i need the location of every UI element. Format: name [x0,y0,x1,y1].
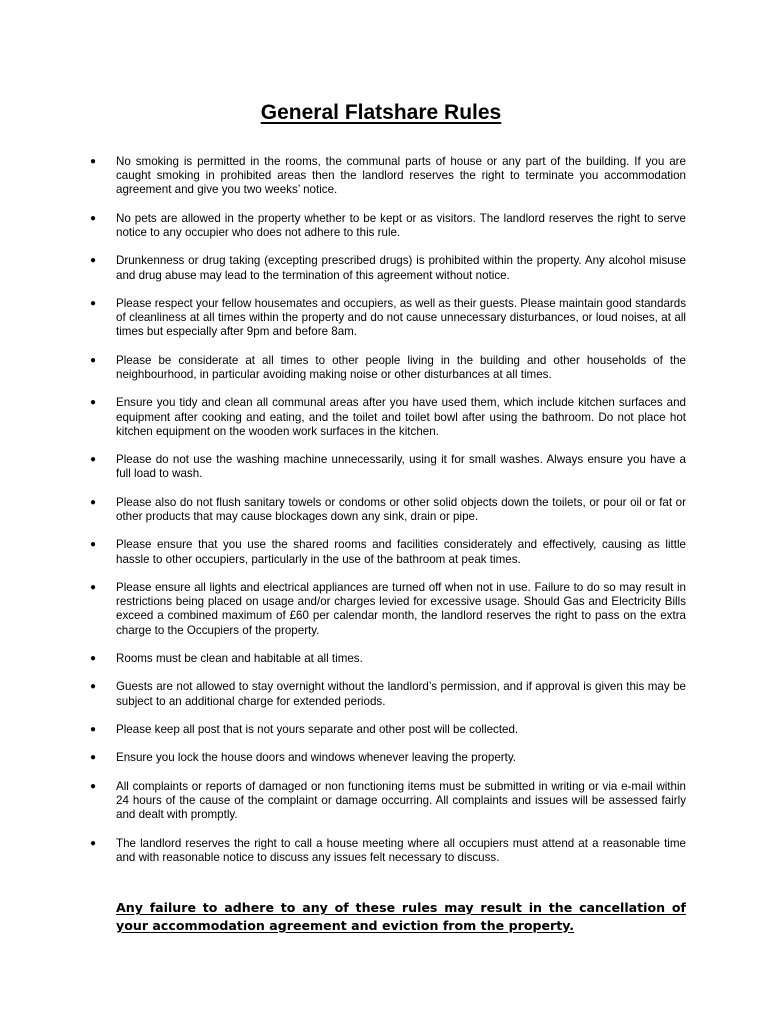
rule-text: Please keep all post that is not yours separate and other post will be collected. [116,722,519,736]
bullet-icon: ● [90,354,97,366]
rule-item [90,538,686,566]
rule-item [90,496,686,524]
rule-text: No smoking is permitted in the rooms, the communal parts of house or any part of the building. If you are caught smoking in prohibited areas then the landlord reserves the right to terminate you accommodation agreement and give you two weeks’ notice. [116,155,686,197]
rules-list [90,155,686,879]
rule-text: Drunkenness or drug taking (excepting prescribed drugs) is prohibited within the property. Any alcohol misuse and drug abuse may lead to the termination of this agreement without notice. [116,254,686,282]
page-title [0,98,768,128]
bullet-icon: ● [90,723,97,735]
rule-item [90,652,686,666]
rule-item [90,297,686,340]
rule-text: Guests are not allowed to stay overnight without the landlord’s permission, and if approval is given this may be subject to an additional charge for extended periods. [116,680,686,708]
bullet-icon: ● [90,156,97,167]
rule-item [90,780,686,823]
rule-text: All complaints or reports of damaged or non functioning items must be submitted in writing or via e-mail within 24 hours of the cause of the complaint or damage occurring. All complaints and issues will be assessed fairly and dealt with promptly. [116,779,686,822]
rule-text: Ensure you lock the house doors and windows whenever leaving the property. [116,751,517,765]
bullet-icon: ● [90,581,97,593]
rule-item [90,751,686,765]
bullet-icon: ● [90,212,97,224]
bullet-icon: ● [90,255,97,267]
rule-item [90,680,686,708]
page-title-text: General Flatshare Rules [260,101,502,124]
rule-text: Please ensure all lights and electrical appliances are turned off when not in use. Failure to do so may result in restrictions being placed on usage and/or charges levied for excessive usage. Should Gas and Electricity Bills exceed a combined maximum of £60 per calendar month, the landlord reserves the right to pass on the extra charge to the Occupiers of the property. [116,580,686,637]
rule-text: No pets are allowed in the property whether to be kept or as visitors. The landlord reserves the right to serve notice to any occupier who does not adhere to this rule. [116,211,686,239]
bullet-icon: ● [90,297,97,309]
bullet-icon: ● [90,496,97,508]
rule-text: The landlord reserves the right to call a house meeting where all occupiers must attend at a reasonable time and with reasonable notice to discuss any issues felt necessary to discuss. [116,836,686,864]
bullet-icon: ● [90,681,97,693]
rule-item [90,453,686,481]
bullet-icon: ● [90,752,97,764]
bullet-icon: ● [90,539,97,551]
rule-item [90,212,686,240]
warning-notice: Any failure to adhere to any of these rules may result in the cancellation of your accommodation agreement and eviction from the property. [116,900,686,933]
rule-item [90,354,686,382]
bullet-icon: ● [90,652,97,664]
rule-item [90,396,686,439]
rule-text: Rooms must be clean and habitable at all times. [116,651,363,665]
rule-text: Please be considerate at all times to other people living in the building and other households of the neighbourhood, in particular avoiding making noise or other disturbances at all times. [116,353,686,381]
rule-item [90,254,686,282]
rule-item [90,155,686,198]
bullet-icon: ● [90,397,97,409]
rule-item [90,723,686,737]
rule-text: Ensure you tidy and clean all communal areas after you have used them, which include kitchen surfaces and equipment after cooking and eating, and the toilet and toilet bowl after using the bathroom. Do not place hot kitchen equipment on the wooden work surfaces in the kitchen. [116,396,686,438]
rule-text: Please ensure that you use the shared rooms and facilities considerately and effectively, causing as little hassle to other occupiers, particularly in the use of the bathroom at peak times. [116,538,686,566]
rule-item [90,837,686,865]
rule-text: Please also do not flush sanitary towels or condoms or other solid objects down the toilets, or pour oil or fat or other products that may cause blockages down any sink, drain or pipe. [116,495,686,523]
bullet-icon: ● [90,454,97,466]
bullet-icon: ● [90,837,97,849]
rule-text: Please do not use the washing machine unnecessarily, using it for small washes. Always ensure you have a full load to wash. [116,453,686,481]
rule-item [90,581,686,638]
rule-text: Please respect your fellow housemates and occupiers, as well as their guests. Please maintain good standards of cleanliness at all times within the property and do not cause unnecessary disturbances, or loud noises, at all times but especially after 9pm and before 8am. [116,296,686,339]
bullet-icon: ● [90,780,97,792]
